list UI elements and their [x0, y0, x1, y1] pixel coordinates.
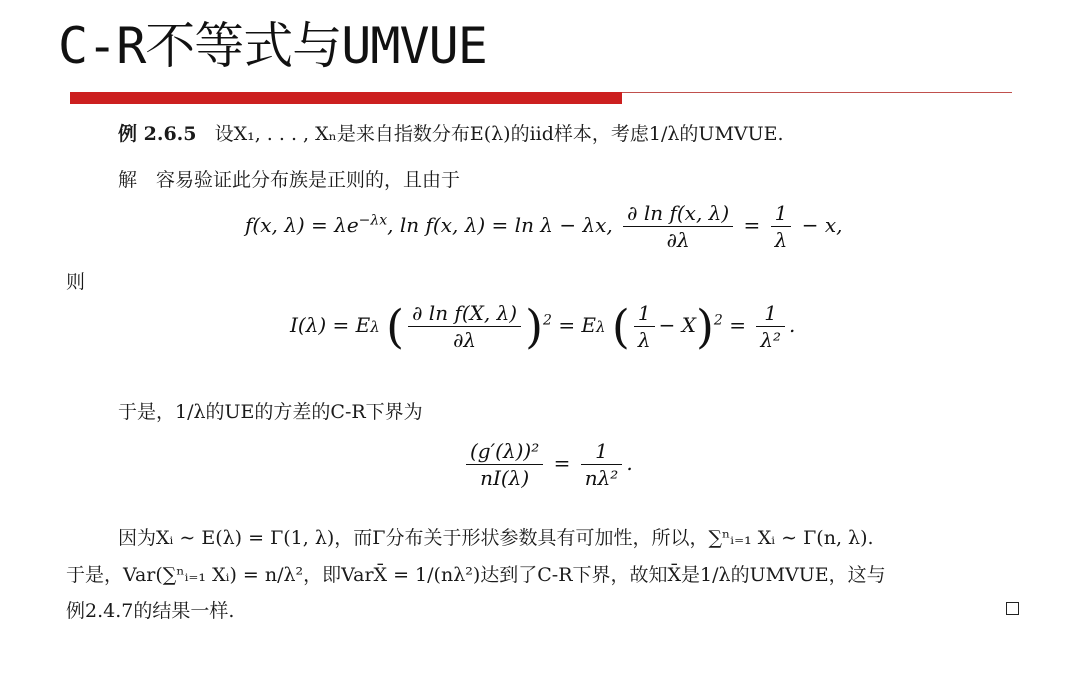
eq1-frac2-num: 1 [771, 200, 792, 227]
eq3-num: (g′(λ))² [466, 438, 543, 465]
slide-title: C-R不等式与UMVUE [58, 17, 487, 75]
eq3-fraction [466, 438, 543, 491]
solution-intro: 解 容易验证此分布族是正则的，且由于 [118, 169, 461, 191]
eq3-equals: = [553, 451, 571, 475]
left-paren: ( [386, 299, 405, 354]
eq2-mid: = E [558, 313, 597, 337]
qed-square-icon [1006, 602, 1019, 615]
eq3-den: nI(λ) [480, 466, 530, 490]
paragraph-reference: 例2.4.7的结果一样. [66, 600, 235, 622]
eq2-frac2-den: λ [637, 328, 651, 352]
eq2-frac-den: ∂λ [453, 328, 477, 352]
eq1-equals: = [743, 213, 761, 237]
equation-cr-bound [462, 438, 633, 491]
eq2-frac-num: ∂ ln f(X, λ) [408, 300, 521, 327]
equation-density [245, 200, 843, 253]
eq1-frac-den: ∂λ [666, 228, 690, 252]
eq3-period: . [626, 451, 633, 475]
left-paren-2: ( [611, 299, 630, 354]
eq1-fraction [623, 200, 733, 253]
eq2-subscript: λ [370, 318, 380, 336]
bound-text: 于是，1/λ的UE的方差的C-R下界为 [118, 401, 423, 423]
eq2-fraction-2 [634, 300, 655, 353]
eq2-frac3-den: λ² [760, 328, 782, 352]
eq1-exponent: −λx [358, 212, 388, 229]
eq2-square-2: 2 [713, 312, 723, 329]
eq2-frac3-num: 1 [756, 300, 785, 327]
eq2-equals: = [729, 313, 746, 337]
example-label: 例 2.6.5 [118, 123, 197, 145]
eq2-minus-x: − X [658, 313, 696, 337]
eq2-fraction [408, 300, 521, 353]
equation-fisher-information [290, 300, 795, 353]
paragraph-conclusion: 于是，Var(∑ⁿᵢ₌₁ Xᵢ) = n/λ²，即VarX̄ = 1/(nλ²)达到了C-R下界，故知X̄是1/λ的UMVUE，这与 [66, 564, 886, 586]
right-paren: ) [525, 299, 544, 354]
eq1-frac-num: ∂ ln f(x, λ) [623, 200, 733, 227]
then-label: 则 [66, 271, 86, 293]
eq2-frac2-num: 1 [634, 300, 655, 327]
eq1-left: f(x, λ) = λe [245, 213, 359, 237]
right-paren-2: ) [695, 299, 714, 354]
eq2-subscript-2: λ [596, 318, 606, 336]
eq2-fraction-3 [756, 300, 785, 353]
eq3-den2: nλ² [584, 466, 619, 490]
eq2-square: 2 [543, 312, 552, 329]
eq3-fraction-2 [581, 438, 623, 491]
eq3-num2: 1 [581, 438, 623, 465]
eq2-left: I(λ) = E [290, 313, 371, 337]
example-line [118, 122, 784, 146]
eq1-frac2-den: λ [774, 228, 788, 252]
example-statement: 设X₁, . . . , Xₙ是来自指数分布E(λ)的iid样本，考虑1/λ的UMVUE. [214, 123, 784, 145]
eq1-tail: − x, [801, 213, 843, 237]
eq1-mid: , ln f(x, λ) = ln λ − λx, [387, 213, 613, 237]
eq2-period: . [789, 313, 796, 337]
eq1-fraction-2 [771, 200, 792, 253]
paragraph-additivity: 因为Xᵢ ∼ E(λ) = Γ(1, λ)，而Γ分布关于形状参数具有可加性，所以，∑ⁿᵢ₌₁ Xᵢ ∼ Γ(n, λ). [118, 527, 874, 549]
